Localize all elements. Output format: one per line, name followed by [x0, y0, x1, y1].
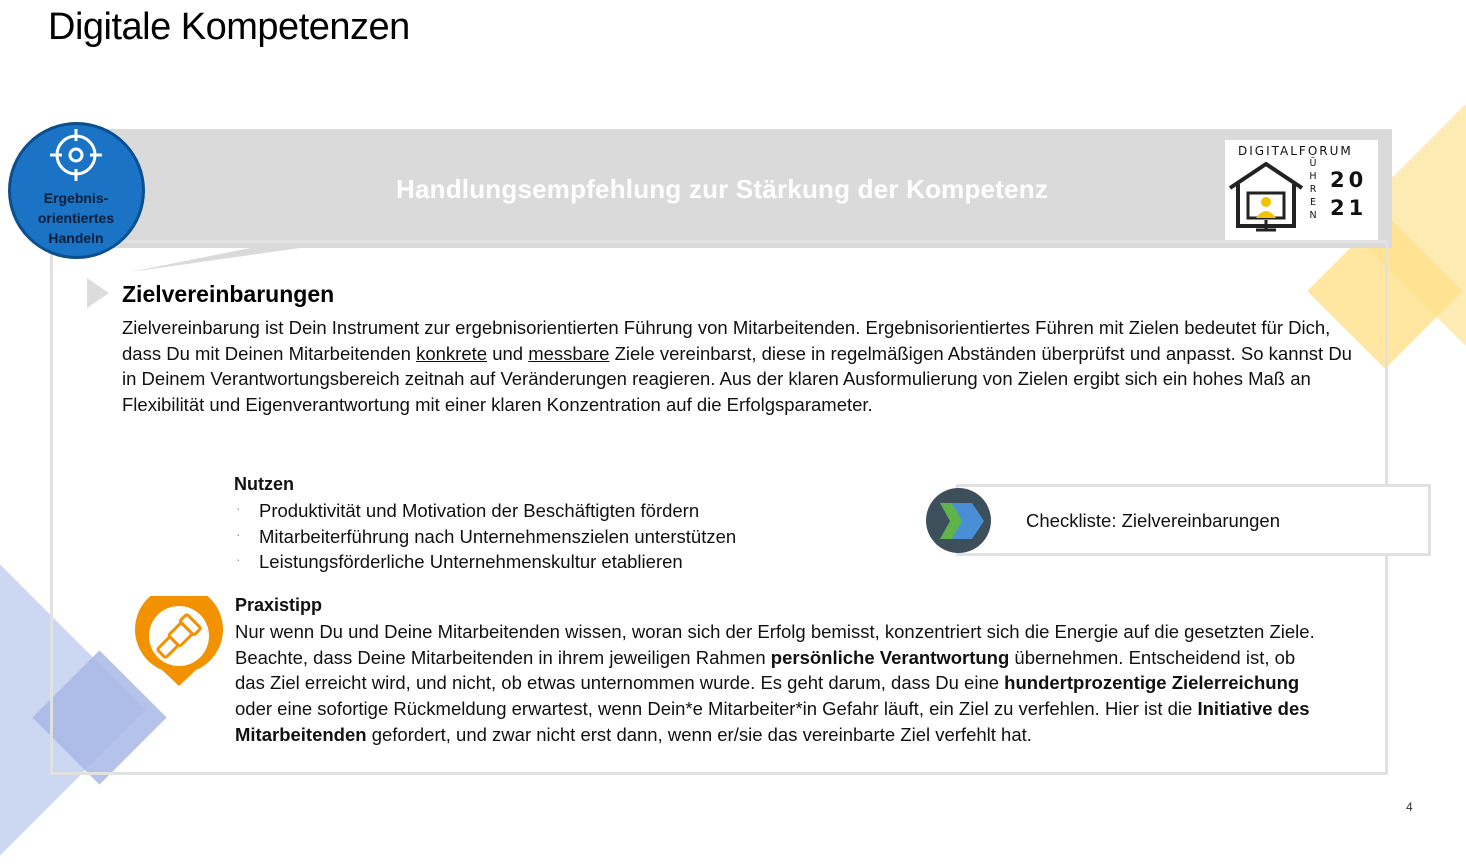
para-text: Zielvereinbarung ist Dein Instrument zur ergebnisorientierten Führung von Mitarbeitenden. Ergebnisorientiertes Führen mit Zielen bedeutet für Dich, dass Du mit Deinen Mitarbeitenden	[122, 317, 1331, 364]
badge-label	[20, 188, 132, 248]
chevron-arrow-icon[interactable]	[938, 497, 986, 545]
section-heading: Zielvereinbarungen	[122, 281, 335, 307]
checklist-label[interactable]: Checkliste: Zielvereinbarungen	[1026, 510, 1280, 531]
para-text: und	[487, 342, 529, 364]
para-text: Nur wenn Du und Deine Mitarbeitenden wissen, woran sich der Erfolg bemisst, konzentriert sich die Energie auf die gesetzten Ziele. Beachte, dass Deine Mitarbeitenden in ihrem jeweiligen Rahmen	[235, 621, 1315, 668]
underlined-term: konkrete	[416, 342, 488, 364]
logo-top-text: DIGITALFORUM	[1238, 144, 1353, 158]
slide-title: Digitale Kompetenzen	[48, 6, 410, 48]
para-text: oder eine sofortige Rückmeldung erwartest, wenn Dein*e Mitarbeiter*in Gefahr läuft, ein Ziel zu verfehlen. Hier ist die	[235, 698, 1198, 720]
praxis-paragraph	[235, 619, 1325, 748]
page-number: 4	[1406, 800, 1413, 814]
logo-letter: R	[1309, 184, 1317, 195]
target-icon	[48, 127, 104, 183]
logo-year-top: 20	[1330, 168, 1368, 192]
para-text: Ziele vereinbarst, diese in regelmäßigen Abständen überprüfst und anpasst. So kannst Du in Deinem Verantwortungsbereich zeitnah auf Veränderungen reagieren. Aus der klaren Ausformulierung von Zielen ergibt sich ein hohes Maß an Flexibilität und Eigenverantwortung mit einer klaren Konzentration auf die Erfolgsparameter.	[122, 342, 1352, 416]
logo-letter: E	[1309, 197, 1316, 208]
underlined-term: messbare	[528, 342, 610, 364]
bold-term: hundertprozentige Zielerreichung	[1004, 672, 1300, 694]
banner-title: Handlungsempfehlung zur Stärkung der Kompetenz	[396, 174, 1049, 204]
bold-term: Initiative des Mitarbeitenden	[235, 698, 1310, 745]
list-item: · Produktivität und Motivation der Beschäftigten fördern	[236, 498, 736, 524]
logo-letter: H	[1309, 171, 1317, 182]
telescope-icon	[132, 596, 226, 688]
list-item: · Mitarbeiterführung nach Unternehmenszielen unterstützen	[236, 524, 736, 550]
section-paragraph	[122, 315, 1352, 418]
badge-label-line2: orientiertes	[37, 210, 115, 226]
house-monitor-icon	[1228, 160, 1308, 235]
logo-vertical-text	[1308, 157, 1318, 222]
logo-year-bottom: 21	[1330, 196, 1368, 220]
logo-letter: Ü	[1309, 158, 1317, 169]
praxis-heading: Praxistipp	[235, 595, 323, 615]
section-arrow-icon	[87, 278, 109, 308]
nutzen-heading: Nutzen	[234, 474, 294, 494]
para-text: gefordert, und zwar nicht erst dann, wenn er/sie das vereinbarte Ziel verfehlt hat.	[366, 723, 1032, 745]
para-text: übernehmen. Entscheidend ist, ob das Ziel erreicht wird, und nicht, ob etwas unternommen wurde. Es geht darum, dass Du eine	[235, 646, 1296, 694]
nutzen-list	[236, 498, 736, 575]
list-item: · Leistungsförderliche Unternehmenskultur etablieren	[236, 549, 736, 575]
badge-label-line1: Ergebnis-	[43, 190, 109, 206]
bold-term: persönliche Verantwortung	[770, 646, 1010, 668]
logo-letter: N	[1309, 210, 1317, 221]
badge-label-line3: Handeln	[48, 230, 104, 246]
